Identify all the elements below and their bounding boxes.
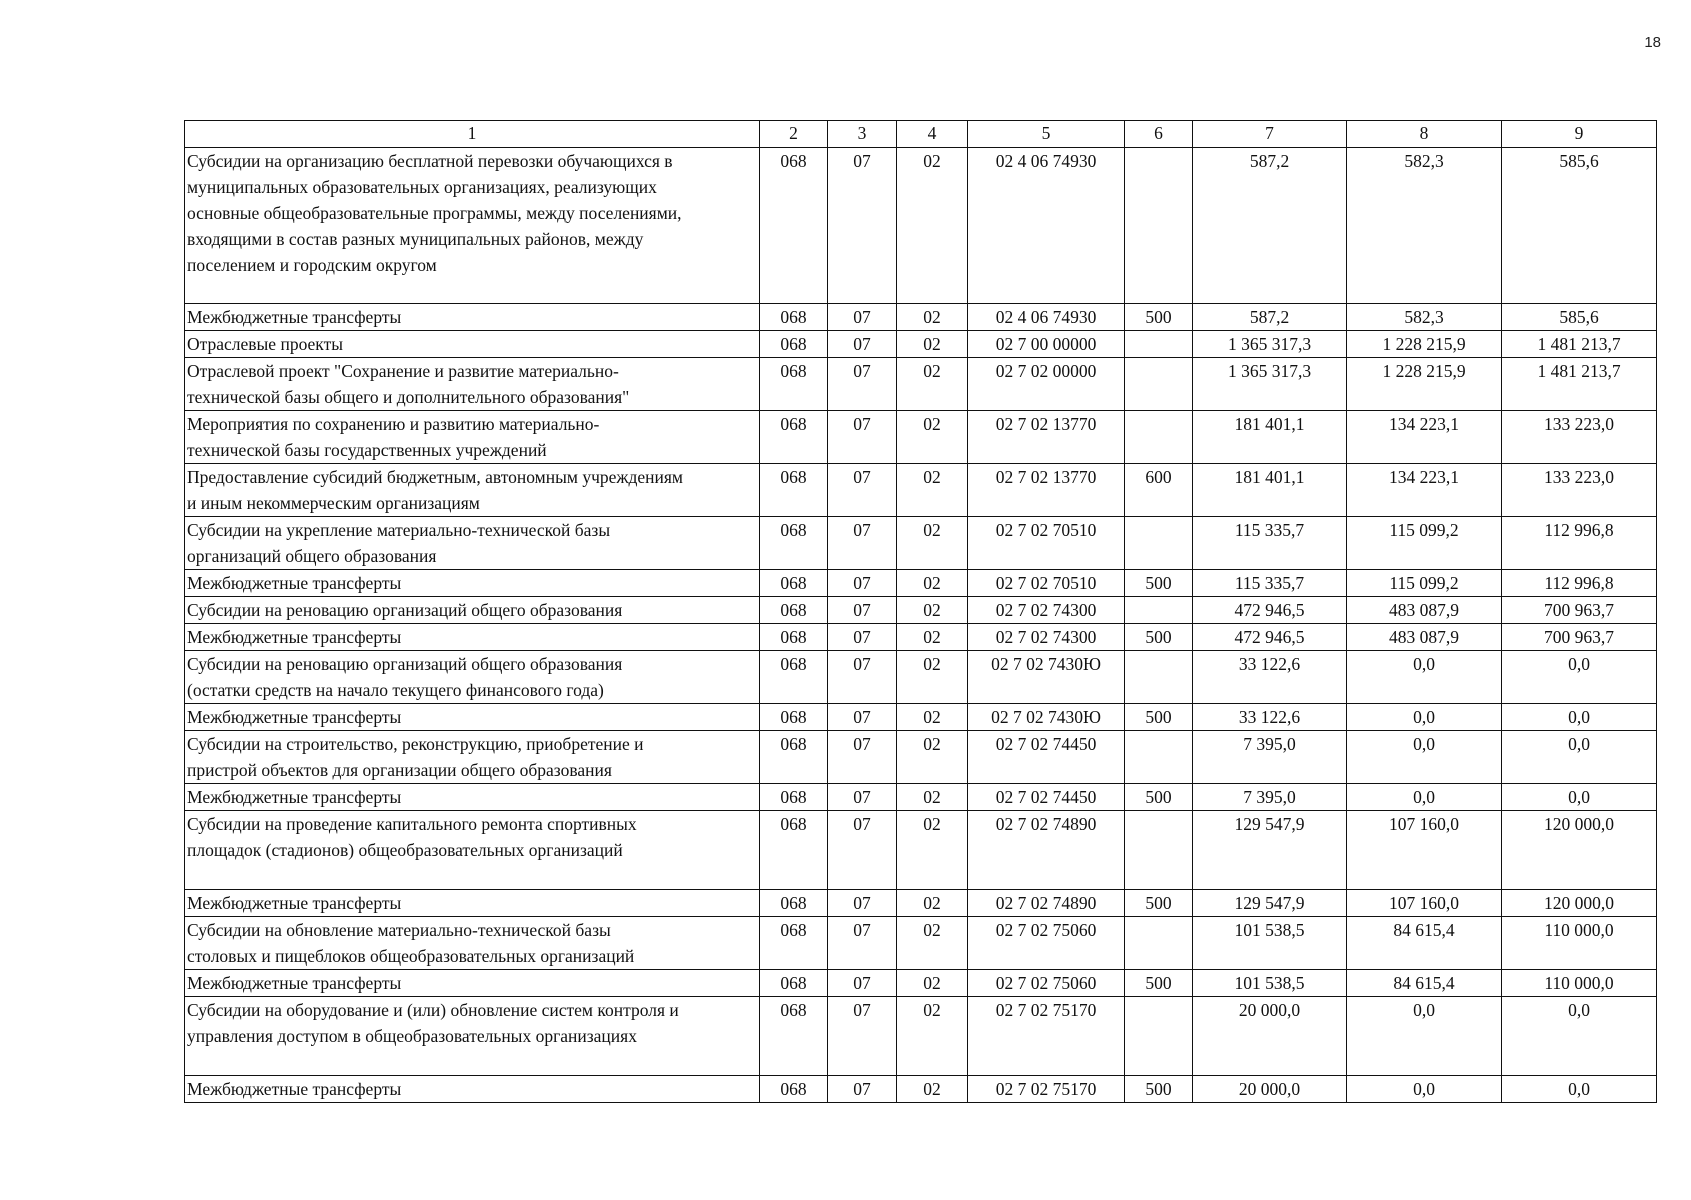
row-value-col7-cell: 1 365 317,3 (1193, 331, 1347, 358)
row-value-col7-cell: 115 335,7 (1193, 517, 1347, 570)
row-value-col7-cell: 33 122,6 (1193, 651, 1347, 704)
row-code-cell: 068 (760, 917, 828, 970)
row-expense-type-cell (1125, 651, 1193, 704)
row-name-cell: Отраслевой проект "Сохранение и развитие материально- технической базы общего и дополнительного образования" (185, 358, 760, 411)
row-section-cell: 07 (828, 624, 897, 651)
row-value-col8-cell: 84 615,4 (1347, 917, 1502, 970)
table-row (185, 784, 1657, 811)
row-section-cell: 07 (828, 358, 897, 411)
table-row (185, 1076, 1657, 1103)
row-value-col9-cell: 110 000,0 (1502, 970, 1657, 997)
row-subsection-cell: 02 (897, 570, 968, 597)
row-subsection-cell: 02 (897, 704, 968, 731)
row-subsection-cell: 02 (897, 148, 968, 304)
row-section-cell: 07 (828, 890, 897, 917)
row-value-col9-cell: 0,0 (1502, 731, 1657, 784)
row-subsection-cell: 02 (897, 784, 968, 811)
row-expense-type-cell (1125, 331, 1193, 358)
row-subsection-cell: 02 (897, 597, 968, 624)
row-target-article-cell: 02 7 02 75170 (968, 997, 1125, 1076)
row-target-article-cell: 02 7 02 74300 (968, 624, 1125, 651)
header-col-7: 7 (1193, 121, 1347, 148)
row-expense-type-cell (1125, 597, 1193, 624)
table-row (185, 570, 1657, 597)
row-section-cell: 07 (828, 784, 897, 811)
row-target-article-cell: 02 7 02 74300 (968, 597, 1125, 624)
row-expense-type-cell (1125, 811, 1193, 890)
row-value-col9-cell: 585,6 (1502, 304, 1657, 331)
table-row (185, 917, 1657, 970)
table-row (185, 148, 1657, 304)
table-row (185, 411, 1657, 464)
table-row (185, 811, 1657, 890)
row-value-col8-cell: 0,0 (1347, 651, 1502, 704)
row-code-cell: 068 (760, 731, 828, 784)
row-value-col8-cell: 107 160,0 (1347, 890, 1502, 917)
row-code-cell: 068 (760, 304, 828, 331)
row-target-article-cell: 02 7 02 70510 (968, 517, 1125, 570)
row-code-cell: 068 (760, 651, 828, 704)
row-code-cell: 068 (760, 970, 828, 997)
row-name-cell: Межбюджетные трансферты (185, 970, 760, 997)
row-target-article-cell: 02 7 00 00000 (968, 331, 1125, 358)
row-value-col7-cell: 587,2 (1193, 304, 1347, 331)
row-value-col8-cell: 582,3 (1347, 304, 1502, 331)
row-subsection-cell: 02 (897, 651, 968, 704)
row-code-cell: 068 (760, 997, 828, 1076)
header-col-1: 1 (185, 121, 760, 148)
row-code-cell: 068 (760, 517, 828, 570)
table-row (185, 704, 1657, 731)
row-section-cell: 07 (828, 917, 897, 970)
row-value-col9-cell: 700 963,7 (1502, 624, 1657, 651)
row-value-col8-cell: 115 099,2 (1347, 517, 1502, 570)
row-value-col8-cell: 115 099,2 (1347, 570, 1502, 597)
row-value-col9-cell: 110 000,0 (1502, 917, 1657, 970)
row-subsection-cell: 02 (897, 411, 968, 464)
row-value-col8-cell: 84 615,4 (1347, 970, 1502, 997)
row-name-cell: Субсидии на организацию бесплатной перевозки обучающихся в муниципальных образовательных организациях, реализующих основные общеобразовательные программы, между поселениями, входящими в состав разных муниципальных районов, между поселением и городским округом (185, 148, 760, 304)
row-expense-type-cell: 500 (1125, 784, 1193, 811)
row-value-col8-cell: 134 223,1 (1347, 464, 1502, 517)
table-row (185, 517, 1657, 570)
row-subsection-cell: 02 (897, 624, 968, 651)
table-row (185, 304, 1657, 331)
table-row (185, 890, 1657, 917)
row-subsection-cell: 02 (897, 358, 968, 411)
row-expense-type-cell (1125, 917, 1193, 970)
row-name-cell: Субсидии на обновление материально-технической базы столовых и пищеблоков общеобразовательных организаций (185, 917, 760, 970)
row-target-article-cell: 02 7 02 74890 (968, 890, 1125, 917)
row-name-cell: Субсидии на укрепление материально-технической базы организаций общего образования (185, 517, 760, 570)
row-subsection-cell: 02 (897, 890, 968, 917)
row-value-col9-cell: 0,0 (1502, 1076, 1657, 1103)
header-col-2: 2 (760, 121, 828, 148)
row-name-cell: Межбюджетные трансферты (185, 304, 760, 331)
row-subsection-cell: 02 (897, 1076, 968, 1103)
row-target-article-cell: 02 7 02 00000 (968, 358, 1125, 411)
row-value-col8-cell: 0,0 (1347, 784, 1502, 811)
row-value-col8-cell: 1 228 215,9 (1347, 331, 1502, 358)
row-target-article-cell: 02 7 02 7430Ю (968, 651, 1125, 704)
row-section-cell: 07 (828, 651, 897, 704)
row-expense-type-cell (1125, 517, 1193, 570)
row-subsection-cell: 02 (897, 304, 968, 331)
row-value-col9-cell: 133 223,0 (1502, 411, 1657, 464)
row-name-cell: Межбюджетные трансферты (185, 1076, 760, 1103)
row-code-cell: 068 (760, 1076, 828, 1103)
row-name-cell: Межбюджетные трансферты (185, 784, 760, 811)
row-target-article-cell: 02 7 02 75170 (968, 1076, 1125, 1103)
header-col-3: 3 (828, 121, 897, 148)
row-name-cell: Субсидии на оборудование и (или) обновление систем контроля и управления доступом в общеобразовательных организациях (185, 997, 760, 1076)
row-value-col9-cell: 133 223,0 (1502, 464, 1657, 517)
row-section-cell: 07 (828, 811, 897, 890)
row-expense-type-cell: 500 (1125, 624, 1193, 651)
row-value-col9-cell: 120 000,0 (1502, 811, 1657, 890)
row-name-cell: Межбюджетные трансферты (185, 570, 760, 597)
row-target-article-cell: 02 7 02 13770 (968, 464, 1125, 517)
row-expense-type-cell (1125, 148, 1193, 304)
row-section-cell: 07 (828, 517, 897, 570)
row-value-col8-cell: 483 087,9 (1347, 624, 1502, 651)
row-name-cell: Мероприятия по сохранению и развитию материально- технической базы государственных учреждений (185, 411, 760, 464)
row-section-cell: 07 (828, 970, 897, 997)
table-row (185, 731, 1657, 784)
row-target-article-cell: 02 7 02 74890 (968, 811, 1125, 890)
row-subsection-cell: 02 (897, 464, 968, 517)
row-value-col9-cell: 1 481 213,7 (1502, 331, 1657, 358)
row-expense-type-cell: 600 (1125, 464, 1193, 517)
budget-table (184, 120, 1657, 1103)
row-value-col9-cell: 0,0 (1502, 784, 1657, 811)
row-code-cell: 068 (760, 464, 828, 517)
row-subsection-cell: 02 (897, 731, 968, 784)
row-subsection-cell: 02 (897, 970, 968, 997)
row-expense-type-cell (1125, 358, 1193, 411)
header-row (185, 121, 1657, 148)
row-value-col8-cell: 0,0 (1347, 731, 1502, 784)
row-value-col9-cell: 0,0 (1502, 997, 1657, 1076)
row-target-article-cell: 02 4 06 74930 (968, 148, 1125, 304)
row-name-cell: Субсидии на проведение капитального ремонта спортивных площадок (стадионов) общеобразовательных организаций (185, 811, 760, 890)
row-code-cell: 068 (760, 624, 828, 651)
row-section-cell: 07 (828, 597, 897, 624)
row-value-col9-cell: 700 963,7 (1502, 597, 1657, 624)
row-section-cell: 07 (828, 731, 897, 784)
row-value-col8-cell: 582,3 (1347, 148, 1502, 304)
row-value-col9-cell: 120 000,0 (1502, 890, 1657, 917)
row-subsection-cell: 02 (897, 811, 968, 890)
row-expense-type-cell: 500 (1125, 304, 1193, 331)
row-target-article-cell: 02 7 02 74450 (968, 731, 1125, 784)
table-row (185, 358, 1657, 411)
header-col-9: 9 (1502, 121, 1657, 148)
row-section-cell: 07 (828, 148, 897, 304)
row-value-col8-cell: 0,0 (1347, 997, 1502, 1076)
row-value-col7-cell: 181 401,1 (1193, 464, 1347, 517)
row-code-cell: 068 (760, 148, 828, 304)
row-name-cell: Субсидии на реновацию организаций общего образования (остатки средств на начало текущего финансового года) (185, 651, 760, 704)
row-section-cell: 07 (828, 997, 897, 1076)
header-col-5: 5 (968, 121, 1125, 148)
row-section-cell: 07 (828, 464, 897, 517)
row-name-cell: Субсидии на строительство, реконструкцию, приобретение и пристрой объектов для организации общего образования (185, 731, 760, 784)
row-subsection-cell: 02 (897, 997, 968, 1076)
row-section-cell: 07 (828, 304, 897, 331)
table-body (185, 148, 1657, 1103)
header-col-6: 6 (1125, 121, 1193, 148)
table-row (185, 624, 1657, 651)
row-code-cell: 068 (760, 890, 828, 917)
row-section-cell: 07 (828, 331, 897, 358)
row-value-col7-cell: 1 365 317,3 (1193, 358, 1347, 411)
row-section-cell: 07 (828, 1076, 897, 1103)
row-value-col7-cell: 129 547,9 (1193, 890, 1347, 917)
row-value-col7-cell: 472 946,5 (1193, 624, 1347, 651)
row-expense-type-cell: 500 (1125, 704, 1193, 731)
row-value-col8-cell: 107 160,0 (1347, 811, 1502, 890)
table-row (185, 970, 1657, 997)
row-section-cell: 07 (828, 570, 897, 597)
row-value-col8-cell: 0,0 (1347, 704, 1502, 731)
row-code-cell: 068 (760, 811, 828, 890)
row-subsection-cell: 02 (897, 517, 968, 570)
row-code-cell: 068 (760, 784, 828, 811)
row-value-col8-cell: 1 228 215,9 (1347, 358, 1502, 411)
row-value-col8-cell: 134 223,1 (1347, 411, 1502, 464)
row-value-col7-cell: 20 000,0 (1193, 1076, 1347, 1103)
row-value-col7-cell: 20 000,0 (1193, 997, 1347, 1076)
row-code-cell: 068 (760, 597, 828, 624)
table-row (185, 997, 1657, 1076)
row-name-cell: Отраслевые проекты (185, 331, 760, 358)
row-target-article-cell: 02 7 02 74450 (968, 784, 1125, 811)
table-row (185, 464, 1657, 517)
row-name-cell: Предоставление субсидий бюджетным, автономным учреждениям и иным некоммерческим организациям (185, 464, 760, 517)
row-value-col9-cell: 1 481 213,7 (1502, 358, 1657, 411)
row-expense-type-cell (1125, 997, 1193, 1076)
table-row (185, 651, 1657, 704)
row-target-article-cell: 02 7 02 13770 (968, 411, 1125, 464)
row-name-cell: Межбюджетные трансферты (185, 704, 760, 731)
row-expense-type-cell: 500 (1125, 890, 1193, 917)
row-value-col9-cell: 585,6 (1502, 148, 1657, 304)
row-code-cell: 068 (760, 331, 828, 358)
row-value-col9-cell: 0,0 (1502, 651, 1657, 704)
row-section-cell: 07 (828, 411, 897, 464)
row-value-col8-cell: 483 087,9 (1347, 597, 1502, 624)
row-code-cell: 068 (760, 704, 828, 731)
page-number: 18 (1644, 34, 1661, 51)
row-expense-type-cell: 500 (1125, 970, 1193, 997)
row-expense-type-cell (1125, 731, 1193, 784)
row-value-col8-cell: 0,0 (1347, 1076, 1502, 1103)
row-target-article-cell: 02 7 02 75060 (968, 917, 1125, 970)
row-code-cell: 068 (760, 570, 828, 597)
row-value-col7-cell: 587,2 (1193, 148, 1347, 304)
row-expense-type-cell: 500 (1125, 1076, 1193, 1103)
row-target-article-cell: 02 7 02 75060 (968, 970, 1125, 997)
row-target-article-cell: 02 7 02 70510 (968, 570, 1125, 597)
row-value-col7-cell: 7 395,0 (1193, 784, 1347, 811)
row-subsection-cell: 02 (897, 917, 968, 970)
row-name-cell: Межбюджетные трансферты (185, 624, 760, 651)
row-expense-type-cell: 500 (1125, 570, 1193, 597)
header-col-4: 4 (897, 121, 968, 148)
row-value-col7-cell: 7 395,0 (1193, 731, 1347, 784)
row-expense-type-cell (1125, 411, 1193, 464)
row-name-cell: Межбюджетные трансферты (185, 890, 760, 917)
row-value-col9-cell: 0,0 (1502, 704, 1657, 731)
table-row (185, 331, 1657, 358)
header-col-8: 8 (1347, 121, 1502, 148)
row-section-cell: 07 (828, 704, 897, 731)
row-value-col9-cell: 112 996,8 (1502, 570, 1657, 597)
row-subsection-cell: 02 (897, 331, 968, 358)
table-row (185, 597, 1657, 624)
row-code-cell: 068 (760, 411, 828, 464)
row-value-col7-cell: 472 946,5 (1193, 597, 1347, 624)
row-value-col7-cell: 181 401,1 (1193, 411, 1347, 464)
row-value-col7-cell: 115 335,7 (1193, 570, 1347, 597)
row-value-col7-cell: 33 122,6 (1193, 704, 1347, 731)
row-name-cell: Субсидии на реновацию организаций общего образования (185, 597, 760, 624)
row-value-col7-cell: 101 538,5 (1193, 917, 1347, 970)
row-value-col9-cell: 112 996,8 (1502, 517, 1657, 570)
row-value-col7-cell: 101 538,5 (1193, 970, 1347, 997)
row-value-col7-cell: 129 547,9 (1193, 811, 1347, 890)
row-code-cell: 068 (760, 358, 828, 411)
row-target-article-cell: 02 7 02 7430Ю (968, 704, 1125, 731)
row-target-article-cell: 02 4 06 74930 (968, 304, 1125, 331)
